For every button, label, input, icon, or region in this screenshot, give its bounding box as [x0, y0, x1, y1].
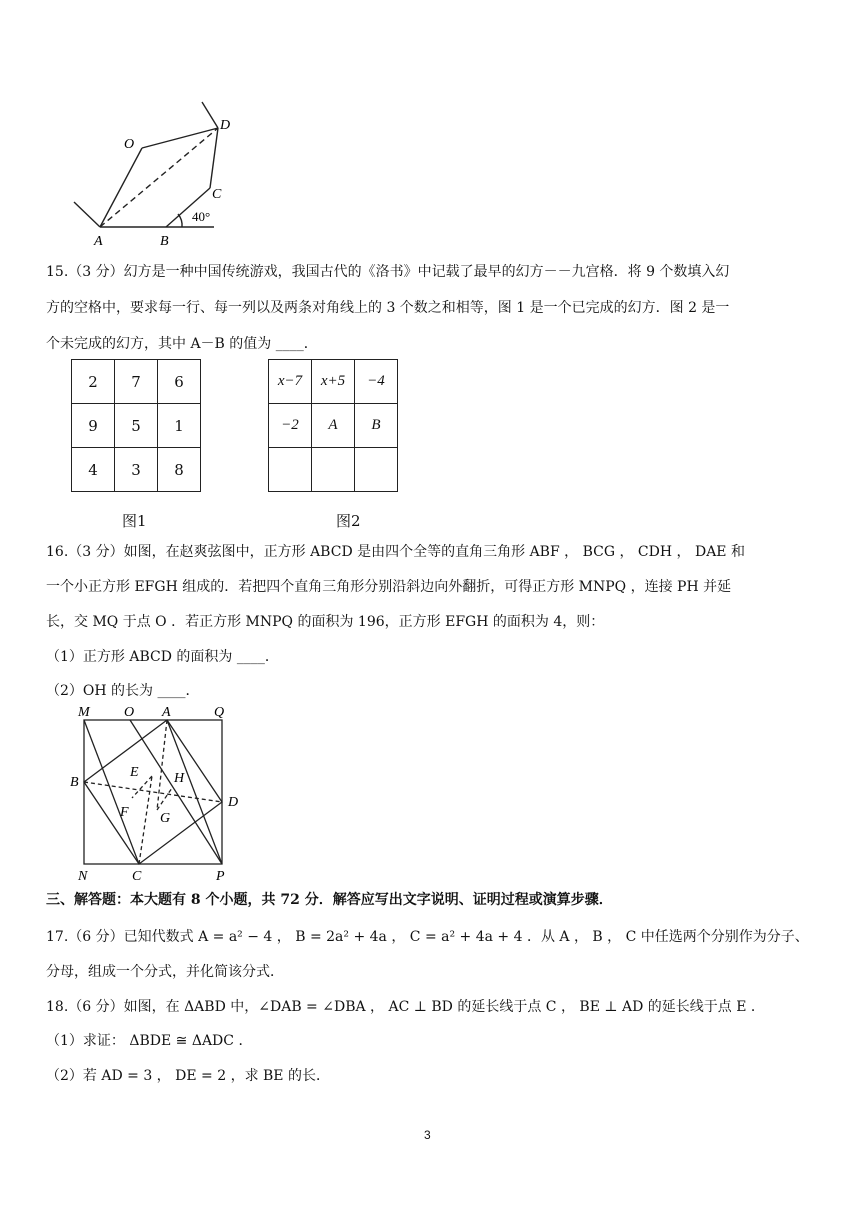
- fig2-cell: B: [355, 404, 398, 448]
- label-b: B: [70, 775, 79, 790]
- fig1-cell: 4: [72, 448, 115, 492]
- fig1-cell: 2: [72, 360, 115, 404]
- q18-part2: （2）若 AD = 3 ， DE = 2 ，求 BE 的长．: [46, 1068, 330, 1084]
- label-g: G: [160, 811, 171, 826]
- q16-line2: 一个小正方形 EFGH 组成的．若把四个直角三角形分别沿斜边向外翻折，可得正方形 MNPQ ，连接 PH 并延: [46, 579, 732, 595]
- q18-part1: （1）求证： ΔBDE ≅ ΔADC ．: [46, 1033, 253, 1049]
- fig2-cell: [269, 448, 312, 492]
- q14-figure: [60, 96, 250, 248]
- fig2-cell: x−7: [269, 360, 312, 404]
- label-h: H: [174, 771, 185, 786]
- line-po: [130, 720, 222, 864]
- label-d: D: [228, 795, 239, 810]
- q16-line1: 16.（3 分）如图，在赵爽弦图中，正方形 ABCD 是由四个全等的直角三角形 ABF ， BCG ， CDH ， DAE 和: [46, 544, 745, 560]
- fig2-cell: A: [312, 404, 355, 448]
- fig2-caption: 图2: [336, 512, 361, 530]
- label-o: O: [124, 705, 135, 720]
- fig1-cell: 9: [72, 404, 115, 448]
- line-mc: [84, 720, 139, 864]
- ray-a-left: [74, 202, 100, 227]
- magic-square-fig1: [71, 359, 201, 492]
- label-p: P: [216, 869, 225, 882]
- side-ao: [100, 148, 142, 227]
- dash-b-h: [84, 782, 222, 802]
- label-e: E: [130, 765, 139, 780]
- label-c: C: [132, 869, 142, 882]
- label-d: D: [220, 118, 231, 133]
- fig1-cell: 5: [115, 404, 158, 448]
- side-od: [142, 128, 218, 148]
- label-m: M: [78, 705, 90, 720]
- fig2-cell: −4: [355, 360, 398, 404]
- fig1-cell: 6: [158, 360, 201, 404]
- q16-part1: （1）正方形 ABCD 的面积为 ____．: [46, 649, 279, 665]
- zhao-shuang-figure: [62, 702, 252, 882]
- label-q: Q: [214, 705, 225, 720]
- label-o: O: [124, 137, 135, 152]
- magic-square-fig2: [268, 359, 398, 492]
- side-dc: [210, 128, 218, 188]
- label-a: A: [94, 234, 103, 248]
- fig2-cell: [355, 448, 398, 492]
- q15-line3: 个未完成的幻方，其中 A－B 的值为 ____．: [46, 336, 318, 352]
- square-mnpq: [84, 720, 222, 864]
- angle-arc: [178, 214, 182, 227]
- dash-c-e: [139, 776, 152, 864]
- ray-d-up: [202, 102, 218, 128]
- q17-line1: 17.（6 分）已知代数式 A = a² − 4 ， B = 2a² + 4a ， C = a² + 4a + 4 ．从 A ， B ， C 中任选两个分别作为分子、: [46, 929, 809, 945]
- label-f: F: [120, 805, 129, 820]
- fig2-cell: x+5: [312, 360, 355, 404]
- q15-line2: 方的空格中，要求每一行、每一列以及两条对角线上的 3 个数之和相等，图 1 是一个已完成的幻方．图 2 是一: [46, 300, 730, 316]
- fig1-cell: 3: [115, 448, 158, 492]
- fig1-caption: 图1: [122, 512, 147, 530]
- label-a: A: [162, 705, 171, 720]
- section-three-heading: 三、解答题：本大题有 8 个小题，共 72 分．解答应写出文字说明、证明过程或演算步骤．: [46, 892, 613, 908]
- q16-part2: （2）OH 的长为 ____．: [46, 683, 200, 699]
- q17-line2: 分母，组成一个分式，并化简该分式．: [46, 964, 284, 980]
- label-c: C: [212, 187, 222, 202]
- fig2-cell: [312, 448, 355, 492]
- q16-line3: 长，交 MQ 于点 O ．若正方形 MNPQ 的面积为 196，正方形 EFGH 的面积为 4，则：: [46, 614, 605, 630]
- fig1-cell: 8: [158, 448, 201, 492]
- label-b: B: [160, 234, 169, 248]
- fig1-cell: 1: [158, 404, 201, 448]
- angle-label: 40°: [192, 209, 211, 224]
- fig2-cell: −2: [269, 404, 312, 448]
- q15-line1: 15.（3 分）幻方是一种中国传统游戏，我国古代的《洛书》中记载了最早的幻方－－九宫格．将 9 个数填入幻: [46, 264, 730, 280]
- label-n: N: [78, 869, 88, 882]
- fig1-cell: 7: [115, 360, 158, 404]
- page-number: 3: [424, 1128, 431, 1142]
- q18-line1: 18.（6 分）如图，在 ΔABD 中，∠DAB = ∠DBA ， AC ⊥ BD 的延长线于点 C ， BE ⊥ AD 的延长线于点 E ．: [46, 999, 765, 1015]
- square-abcd: [84, 720, 222, 864]
